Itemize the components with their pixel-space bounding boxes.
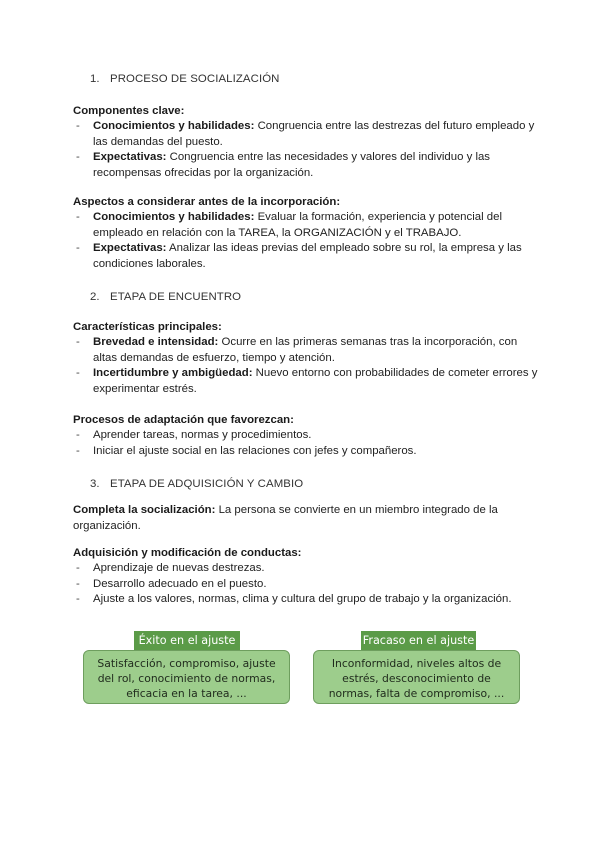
components-list: [73, 119, 543, 181]
list-item: - Incertidumbre y ambigüedad: Nuevo entorno con probabilidades de cometer errores y experimentar estrés.: [76, 367, 538, 395]
processes-list: [73, 428, 543, 459]
acquisition-heading: Adquisición y modificación de conductas:: [73, 547, 302, 559]
failure-label: Fracaso en el ajuste: [361, 631, 476, 651]
list-item: - Expectativas: Analizar las ideas previas del empleado sobre su rol, la empresa y las condiciones laborales.: [76, 242, 522, 270]
section-3-title: ETAPA DE ADQUISICIÓN Y CAMBIO: [110, 478, 304, 490]
list-item: - Aprendizaje de nuevas destrezas.: [76, 562, 265, 574]
characteristics-list: [73, 335, 543, 397]
section-2-heading: [90, 290, 241, 306]
list-item: - Conocimientos y habilidades: Evaluar la formación, experiencia y potencial del empleado en relación con la TAREA, la ORGANIZACIÓN y el TRABAJO.: [76, 211, 502, 239]
section-1-title: PROCESO DE SOCIALIZACIÓN: [110, 73, 280, 85]
section-3-number: 3.: [90, 478, 100, 490]
success-label: Éxito en el ajuste: [134, 631, 240, 651]
list-item: - Desarrollo adecuado en el puesto.: [76, 577, 267, 590]
section-1-number: 1.: [90, 73, 100, 85]
list-item: - Expectativas: Congruencia entre las necesidades y valores del individuo y las recompensas ofrecidas por la organización.: [76, 151, 491, 179]
processes-heading: Procesos de adaptación que favorezcan:: [73, 414, 294, 426]
list-item: - Ajuste a los valores, normas, clima y cultura del grupo de trabajo y la organización.: [76, 593, 512, 606]
section-2-title: ETAPA DE ENCUENTRO: [110, 291, 242, 303]
list-item: - Brevedad e intensidad: Ocurre en las primeras semanas tras la incorporación, con altas demandas de esfuerzo, tiempo y atención.: [76, 336, 518, 364]
section-3-heading: [90, 477, 303, 493]
section-1-heading: [90, 72, 280, 88]
components-heading: Componentes clave:: [73, 105, 185, 117]
section-2-number: 2.: [90, 291, 100, 303]
failure-box: Inconformidad, niveles altos de estrés, desconocimiento de normas, falta de compromiso, ...: [313, 650, 520, 704]
success-box: Satisfacción, compromiso, ajuste del rol, conocimiento de normas, eficacia en la tarea, ...: [83, 650, 290, 704]
characteristics-heading: Características principales:: [73, 321, 222, 333]
list-item: - Aprender tareas, normas y procedimientos.: [76, 429, 312, 441]
acquisition-list: [73, 561, 543, 608]
aspects-heading: Aspectos a considerar antes de la incorporación:: [73, 196, 341, 208]
aspects-list: [73, 210, 543, 272]
list-item: - Conocimientos y habilidades: Congruencia entre las destrezas del futuro empleado y las demandas del puesto.: [76, 120, 535, 148]
list-item: - Iniciar el ajuste social en las relaciones con jefes y compañeros.: [76, 444, 417, 457]
complete-socialization-paragraph: Completa la socialización: La persona se convierte en un miembro integrado de la organización.: [73, 504, 498, 532]
